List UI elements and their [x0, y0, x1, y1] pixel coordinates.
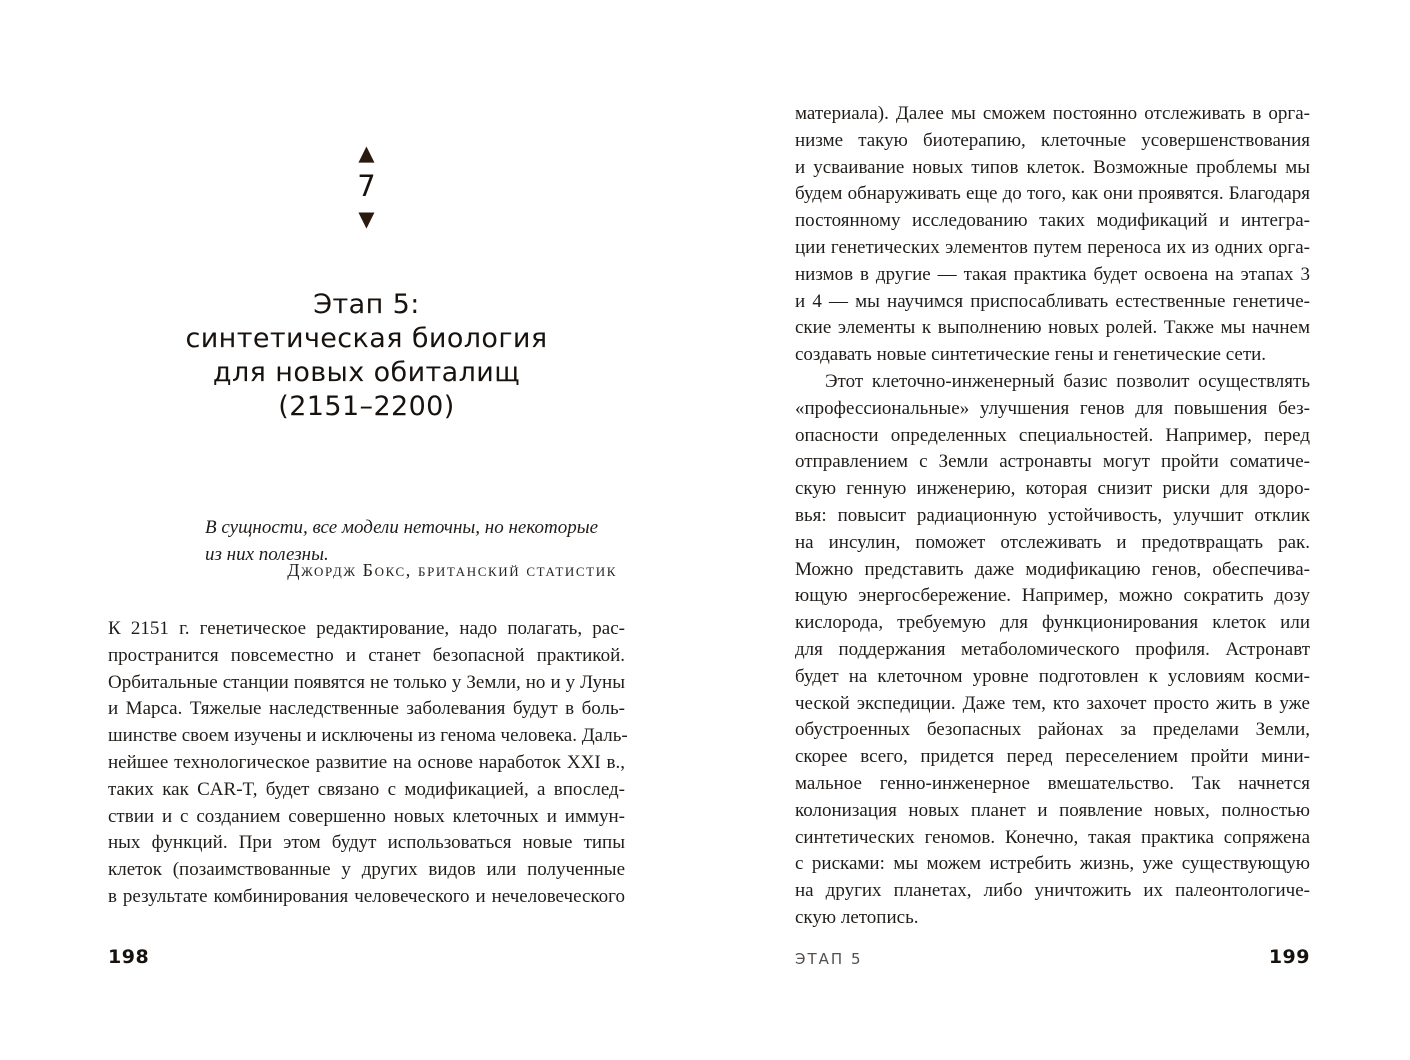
- body-line: и Марса. Тяжелые наследственные заболевания будут в боль-: [108, 698, 625, 720]
- chapter-title-line: (2151–2200): [278, 391, 455, 422]
- chapter-title-line: для новых обиталищ: [212, 357, 521, 388]
- body-line: скую генную инженерию, которая снизит риски для здоро-: [795, 478, 1310, 500]
- triangle-down-icon: ▼: [358, 207, 375, 231]
- body-line: колонизация новых планет и появление новых, полностью: [795, 799, 1310, 821]
- body-line: отправлением с Земли астронавты могут пройти соматиче-: [795, 451, 1310, 473]
- running-footer-label: ЭТАП 5: [795, 950, 863, 968]
- body-line: ющую энергосбережение. Например, можно сократить дозу: [795, 585, 1310, 607]
- body-line: на инсулин, поможет отслеживать и предотвращать рак.: [795, 531, 1310, 553]
- body-line: с рисками: мы можем истребить жизнь, уже существующую: [795, 853, 1310, 875]
- body-line: будет на клеточном уровне подготовлен к условиям косми-: [795, 665, 1310, 687]
- body-line: ствии и с созданием совершенно новых клеточных и иммун-: [108, 805, 625, 827]
- body-text-right: [795, 101, 1310, 932]
- page-right: [795, 0, 1310, 1060]
- body-line: на других планетах, либо уничтожить их палеонтологиче-: [795, 880, 1310, 902]
- body-line: скую летопись.: [795, 906, 919, 928]
- chapter-title-line: Этап 5:: [313, 289, 420, 320]
- page-left: [108, 0, 628, 1060]
- body-line: таких как CAR-T, будет связано с модификацией, а впослед-: [108, 778, 625, 800]
- page-number-left: 198: [108, 946, 150, 968]
- body-line: для поддержания метаболомического профиля. Астронавт: [795, 638, 1310, 660]
- body-line: низме такую биотерапию, клеточные усовершенствования: [795, 129, 1310, 151]
- body-line: материала). Далее мы сможем постоянно отслеживать в орга-: [795, 103, 1310, 124]
- body-text-left: [108, 616, 628, 911]
- page-number-right: 199: [1268, 946, 1310, 968]
- body-line: синтетических геномов. Конечно, такая практика сопряжена: [795, 826, 1310, 848]
- body-line: К 2151 г. генетическое редактирование, надо полагать, рас-: [108, 618, 625, 639]
- epigraph-attribution: Джордж Бокс, британский статистик: [287, 560, 617, 580]
- body-line: нейшее технологическое развитие на основе наработок XXI в.,: [108, 751, 625, 773]
- chapter-title-line: синтетическая биология: [185, 323, 548, 354]
- epigraph-line: из них полезны.: [205, 544, 329, 565]
- body-line: ных функций. При этом будут использоваться новые типы: [108, 832, 625, 854]
- chapter-number: 7: [357, 169, 376, 203]
- body-line: Орбитальные станции появятся не только у Земли, но и у Луны: [108, 671, 625, 693]
- body-line: ские элементы к выполнению новых ролей. Также мы начнем: [795, 317, 1310, 339]
- body-line: опасности определенных специальностей. Например, перед: [795, 424, 1310, 446]
- body-line: мальное генно-инженерное вмешательство. Так начнется: [795, 772, 1310, 794]
- body-line: клеток (позаимствованные у других видов или полученные: [108, 859, 625, 881]
- body-line: Этот клеточно-инженерный базис позволит осуществлять: [825, 370, 1310, 392]
- body-line: ческой экспедиции. Даже тем, кто захочет просто жить в уже: [795, 692, 1310, 714]
- body-line: Можно представить даже модификацию генов, обеспечива-: [795, 558, 1310, 580]
- chapter-marker: [108, 140, 625, 232]
- body-line: низмов в другие — такая практика будет освоена на этапах 3: [795, 263, 1310, 285]
- chapter-title: [108, 288, 625, 424]
- body-line: обустроенных безопасных районах за пределами Земли,: [795, 719, 1310, 741]
- body-line: и усваивание новых типов клеток. Возможные проблемы мы: [795, 156, 1310, 178]
- body-line: создавать новые синтетические гены и генетические сети.: [795, 344, 1267, 366]
- body-line: кислорода, требуемую для функционирования клеток или: [795, 612, 1310, 634]
- body-line: будем обнаруживать еще до того, как они проявятся. Благодаря: [795, 183, 1310, 205]
- body-line: вья: повысит радиационную устойчивость, улучшит отклик: [795, 504, 1310, 526]
- body-line: в результате комбинирования человеческого и нечеловеческого: [108, 885, 625, 907]
- body-line: ции генетических элементов путем переноса их из одних орга-: [795, 236, 1310, 258]
- body-line: пространится повсеместно и станет безопасной практикой.: [108, 644, 625, 666]
- body-line: шинстве своем изучены и исключены из генома человека. Даль-: [108, 725, 628, 747]
- body-line: и 4 — мы научимся приспосабливать естественные генетиче-: [795, 290, 1310, 312]
- triangle-up-icon: ▲: [358, 141, 375, 165]
- body-line: постоянному исследованию таких модификаций и интегра-: [795, 210, 1310, 232]
- body-line: скорее всего, придется перед переселением пройти мини-: [795, 746, 1310, 768]
- body-line: «профессиональные» улучшения генов для повышения без-: [795, 397, 1310, 419]
- epigraph-line: В сущности, все модели неточны, но некоторые: [205, 517, 599, 538]
